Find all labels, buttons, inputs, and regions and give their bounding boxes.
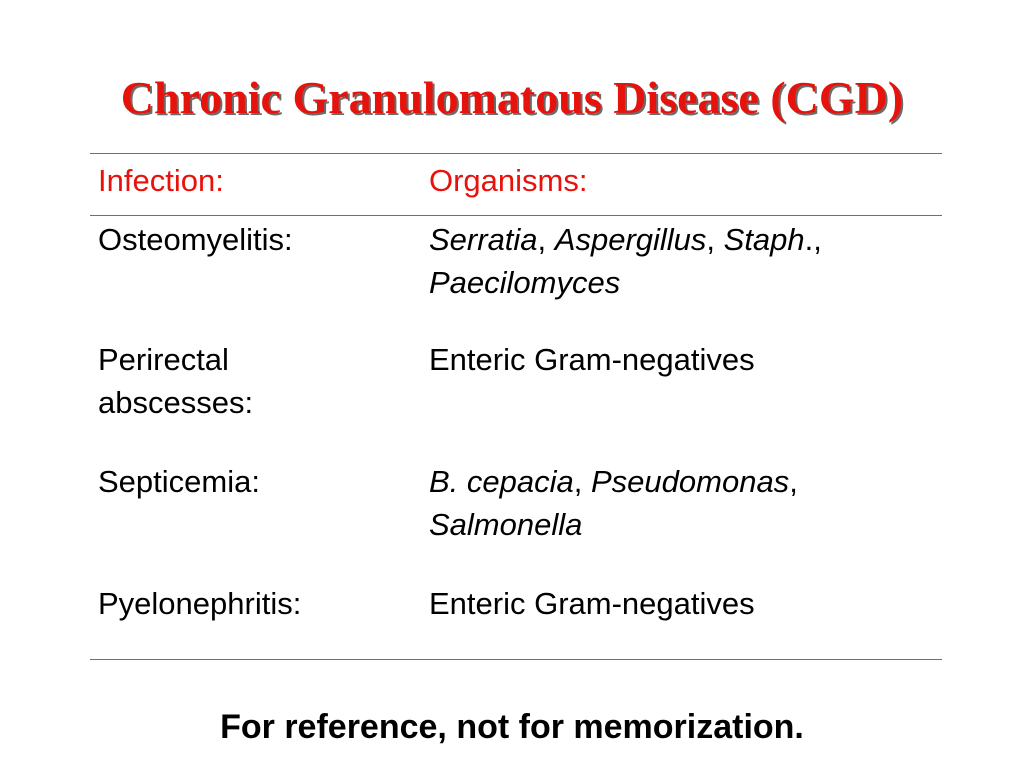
organisms-cell (429, 460, 929, 546)
infection-line: abscesses: (98, 385, 254, 420)
infection-line: Perirectal (98, 342, 229, 377)
organism-name: Serratia (429, 222, 538, 257)
separator: , (537, 222, 555, 257)
organism-name: B. cepacia (429, 464, 574, 499)
infection-cell: Pyelonephritis: (98, 586, 302, 621)
organism-name: Pseudomonas (591, 464, 790, 499)
infection-cell (98, 338, 418, 424)
organism-name: Staph (723, 222, 805, 257)
separator: ., (804, 222, 822, 257)
infection-cell: Septicemia: (98, 464, 260, 499)
organism-name: Aspergillus (554, 222, 707, 257)
infection-cell: Osteomyelitis: (98, 222, 293, 257)
organisms-cell: Enteric Gram-negatives (429, 342, 755, 377)
organism-name: Salmonella (429, 507, 583, 542)
table-header-row (90, 154, 942, 216)
organism-name: Paecilomyces (429, 265, 621, 300)
reference-note: For reference, not for memorization. (220, 708, 804, 746)
separator: , (573, 464, 591, 499)
slide-title: Chronic Granulomatous Disease (CGD) (120, 72, 904, 123)
separator: , (706, 222, 724, 257)
separator: , (789, 464, 798, 499)
organisms-cell: Enteric Gram-negatives (429, 586, 755, 621)
header-organisms: Organisms: (429, 163, 588, 198)
organisms-cell (429, 218, 929, 304)
infection-organism-table (90, 153, 942, 660)
header-infection: Infection: (98, 163, 224, 198)
